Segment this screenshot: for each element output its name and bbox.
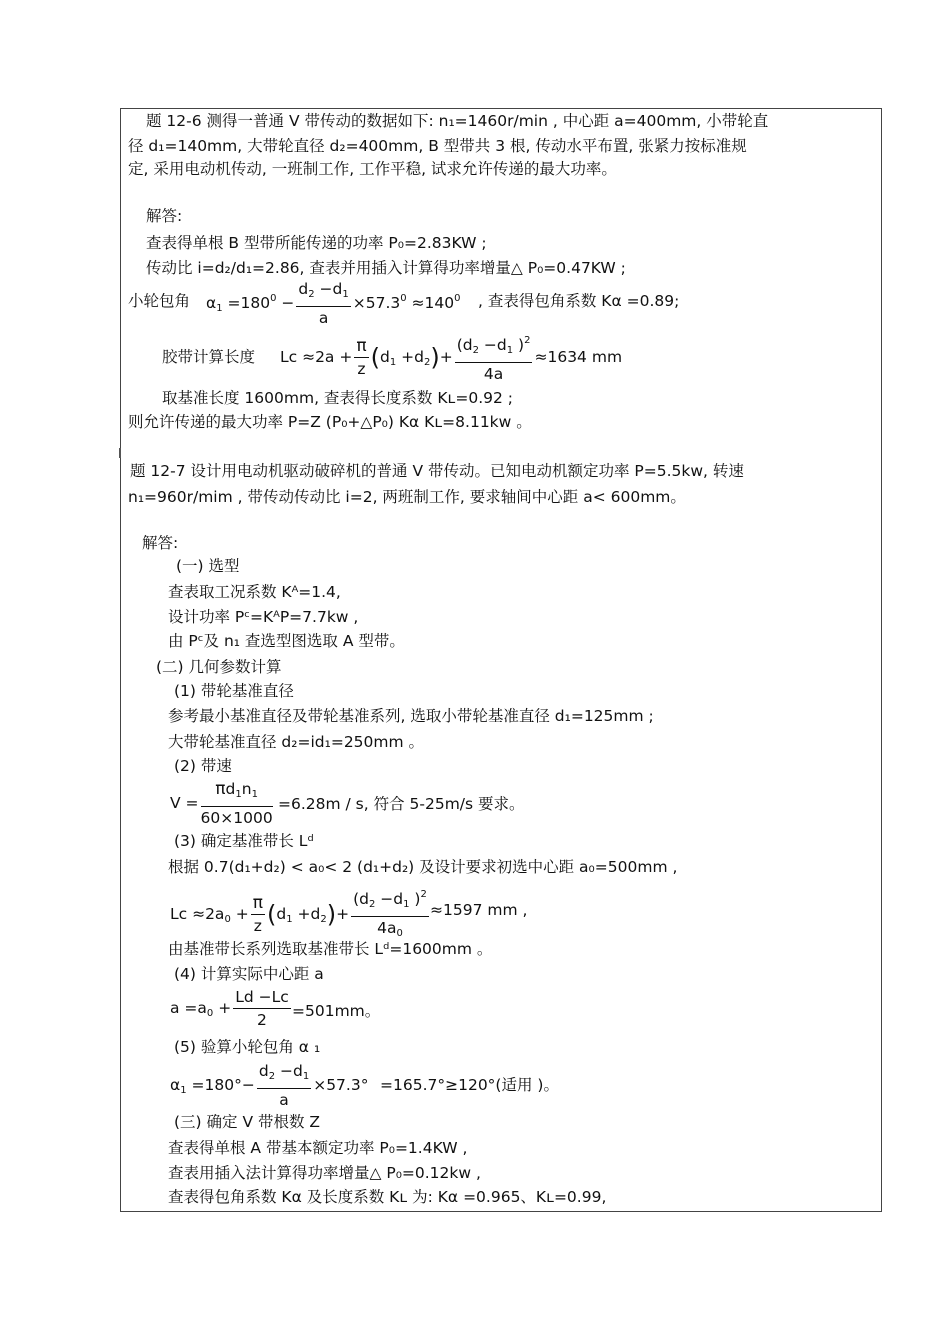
p127-section1: (一) 选型 [176, 557, 240, 575]
p126-step6: 则允许传递的最大功率 P=Z (P₀+△P₀) Kα Kʟ=8.11kw 。 [128, 413, 532, 431]
divider-mark [119, 448, 121, 458]
p127-b11-tail: =501mm。 [292, 1002, 381, 1020]
center-distance-formula: $a =a_0$ + $\frac{Ld -Lc}{2}$ [170, 988, 289, 1029]
p127-b4: (2) 带速 [174, 757, 232, 775]
p127-line1: 题 12-7 设计用电动机驱动破碎机的普通 V 带传动。已知电动机额定功率 P=5.5kw, 转速 [130, 462, 744, 480]
p127-c3: 查表得包角系数 Kα 及长度系数 Kʟ 为: Kα =0.965、Kʟ=0.99, [168, 1188, 607, 1206]
belt-length-formula: Lc ≈2a + $\frac{\pi}{z}$ $(d_1 +d_2)+$ $\frac{(d_2 -d_1 )^2}{4a}$ ≈1634 mm [280, 332, 622, 382]
p127-b3: 大带轮基准直径 d₂=id₁=250mm 。 [168, 733, 425, 751]
p127-answer-heading: 解答: [142, 534, 179, 552]
p126-line1: 题 12-6 测得一普通 V 带传动的数据如下: n₁=1460r/min , 中心距 a=400mm, 小带轮直 [146, 112, 769, 130]
p127-b8-tail: ≈1597 mm , [430, 901, 528, 919]
p127-section2: (二) 几何参数计算 [156, 658, 282, 676]
datum-length-formula: $Lc \approx 2a_0$ + $\frac{\pi}{z}$ $(d_1 +d_2)+$ $\frac{(d_2 -d_1 )^2}{4a_0}$ [170, 886, 431, 936]
p127-c1: 查表得单根 A 带基本额定功率 P₀=1.4KW , [168, 1139, 468, 1157]
p127-b1: (1) 带轮基准直径 [174, 682, 294, 700]
p127-a3: 由 Pᶜ及 n₁ 查选型图选取 A 型带。 [168, 632, 405, 650]
p127-b9: 由基准带长系列选取基准带长 Lᵈ=1600mm 。 [168, 940, 493, 958]
p127-a1: 查表取工况系数 Kᴬ=1.4, [168, 583, 341, 601]
p126-line2: 径 d₁=140mm, 大带轮直径 d₂=400mm, B 型带共 3 根, 传动水平布置, 张紧力按标准规 [128, 137, 747, 155]
p127-a2: 设计功率 Pᶜ=KᴬP=7.7kw , [168, 608, 359, 626]
p127-b12: (5) 验算小轮包角 α ₁ [174, 1038, 321, 1056]
p126-answer-heading: 解答: [146, 207, 183, 225]
p127-b13-tail: =165.7°≥120°(适用 )。 [380, 1076, 559, 1094]
p126-step1: 查表得单根 B 型带所能传递的功率 P₀=2.83KW ; [146, 234, 487, 252]
belt-speed-formula: V = $\frac{\pi d_1n_1}{60\times 1000}$ [170, 779, 273, 827]
p127-b5-tail: =6.28m / s, 符合 5-25m/s 要求。 [278, 795, 525, 813]
wrap-angle-formula: $\alpha_1 =180^0$ − $\frac{d_2 -d_1}{a}$ $\times 57.3^0 \approx 140^0$ [206, 280, 461, 327]
p127-c2: 查表用插入法计算得功率增量△ P₀=0.12kw , [168, 1164, 481, 1182]
p127-b6: (3) 确定基准带长 Lᵈ [174, 832, 314, 850]
wrap-angle-check-formula: $\alpha_1 =180^\circ-$ $\frac{d_2 -d_1}{a}$ ×57.3° [170, 1062, 369, 1109]
p127-b10: (4) 计算实际中心距 a [174, 965, 324, 983]
p127-b7: 根据 0.7(d₁+d₂) < a₀< 2 (d₁+d₂) 及设计要求初选中心距 a₀=500mm , [168, 858, 678, 876]
p126-step4-label: 胶带计算长度 [162, 348, 256, 366]
p127-line2: n₁=960r/mim , 带传动传动比 i=2, 两班制工作, 要求轴间中心距 a< 600mm。 [128, 488, 686, 506]
p126-step3-label: 小轮包角 [128, 292, 191, 310]
p126-step5: 取基准长度 1600mm, 查表得长度系数 Kʟ=0.92 ; [162, 389, 514, 407]
p127-section3: (三) 确定 V 带根数 Z [174, 1113, 321, 1131]
p127-b2: 参考最小基准直径及带轮基准系列, 选取小带轮基准直径 d₁=125mm ; [168, 707, 654, 725]
p126-line3: 定, 采用电动机传动, 一班制工作, 工作平稳, 试求允许传递的最大功率。 [128, 160, 617, 178]
p126-step3-tail: , 查表得包角系数 Kα =0.89; [478, 292, 680, 310]
p126-step2: 传动比 i=d₂/d₁=2.86, 查表并用插入计算得功率增量△ P₀=0.47KW ; [146, 259, 626, 277]
